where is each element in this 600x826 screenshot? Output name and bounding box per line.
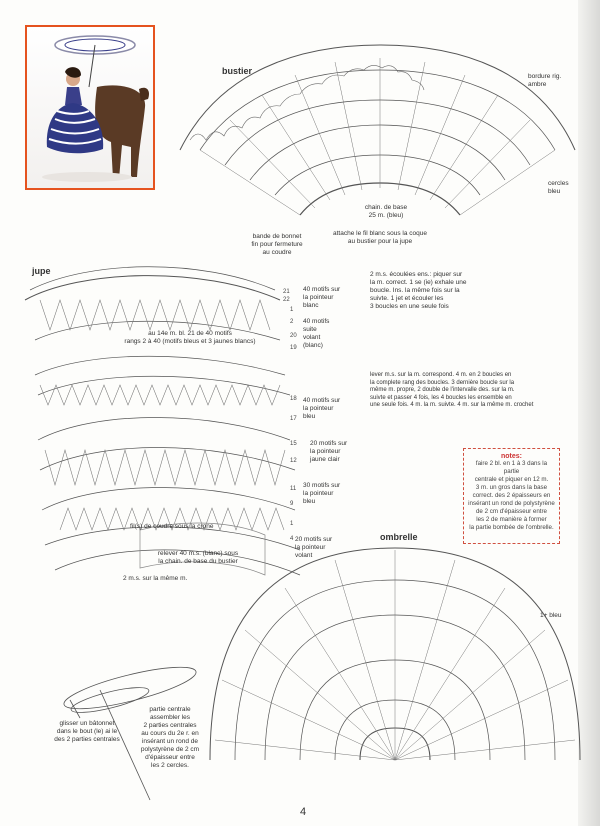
row-number: 1 [290,521,294,527]
row-number: 11 [290,486,297,492]
fil-blanc-label: fil(s) de coudre sous la crone [130,523,214,530]
row-number: 20 [290,333,297,339]
motifs-bleu-1-label: 40 motifs sur la pointeur bleu [303,397,341,420]
row-number: 18 [290,396,297,402]
motifs-suite-label: 40 motifs suite volant (blanc) [303,318,330,349]
ms-ecoulees-label: 2 m.s. écoulées ens.: piquer sur la m. correct. 1 se (ie) exhale une boucle. Ins. la même fois sur la suivte. 1 jet et écouler les 3 boucles en une seule fois [370,271,467,310]
ombrelle-title: ombrelle [380,532,418,542]
chain-base-label: chain. de base 25 m. (bleu) [364,204,408,219]
row-number: 15 [290,441,297,447]
relever-label: relever 40 m.s. (blanc) sous la chain. de base du bustier [157,550,239,565]
motifs-jaune-label: 20 motifs sur la pointeur jaune clair [310,440,348,463]
notes-title: notes: [501,453,522,460]
bande-label: bande de bonnet fin pour fermeture au coudre [251,233,303,256]
ms-sur-meme-label: 2 m.s. sur la même m. [123,575,188,582]
bordure-label: bordure rig. ambre [528,73,562,88]
row-number: 9 [290,501,294,507]
jupe-title: jupe [32,266,51,276]
row-number: 22 [283,297,290,303]
row-number: 21 [283,289,290,295]
glisser-label: glisser un bâtonnet dans le bout (le) ai le des 2 parties centrales [54,720,120,743]
notes-body: faire 2 bl. en 1 à 3 dans la partie centrale et piquer en 12 m. 3 m. un gros dans la base correct. des 2 épaisseurs en insérant un rond de polystyrène de 2 cm d'épaisseur entre les 2 de manière à former la partie bombée de l'ombrelle. [468,460,555,531]
page-number: 4 [300,806,307,818]
ombrelle-diagram [210,548,580,760]
row-number: 2 [290,319,294,325]
bleu-label: 1+ bleu [540,612,562,619]
partie-centrale-label: partie centrale assembler les 2 parties centrales au cours du 2e r. en insérant un rond de polystyrène de 2 cm d'épaisseur entre les 2 cercles. [140,706,200,769]
motifs-blanc-bas-label: 20 motifs sur la pointeur volant [295,536,333,559]
row-number: 19 [290,345,297,351]
rang-bleu-label: au 14e m. bl. 21 de 40 motifs rangs 2 à 40 (motifs bleus et 3 jaunes blancs) [124,330,256,345]
lever-label: lever m.s. sur la m. correspond. 4 m. en 2 boucles en la complete rang des boucles. 3 dernière boucle sur la même m. propre, 2 double de l'intervalle des. sur la m. suivte et passer 4 fois, les 4 boucles les ensemble en une seule fois. 4 m. la m. suivte. 4 m. sur la même m. crochet [370,372,534,408]
row-number: 1 [290,307,294,313]
motifs-bleu-2-label: 30 motifs sur la pointeur bleu [303,482,341,505]
attache-label: attache le fil blanc sous la coque au bustier pour la jupe [333,230,427,245]
bustier-title: bustier [222,66,253,76]
row-number: 12 [290,458,297,464]
cercles-label: cercles bleu [548,180,569,195]
row-number: 17 [290,416,297,422]
notes-box [463,448,560,544]
motifs-blanc-haut-label: 40 motifs sur la pointeur blanc [303,286,341,309]
row-number: 4 [290,536,294,542]
